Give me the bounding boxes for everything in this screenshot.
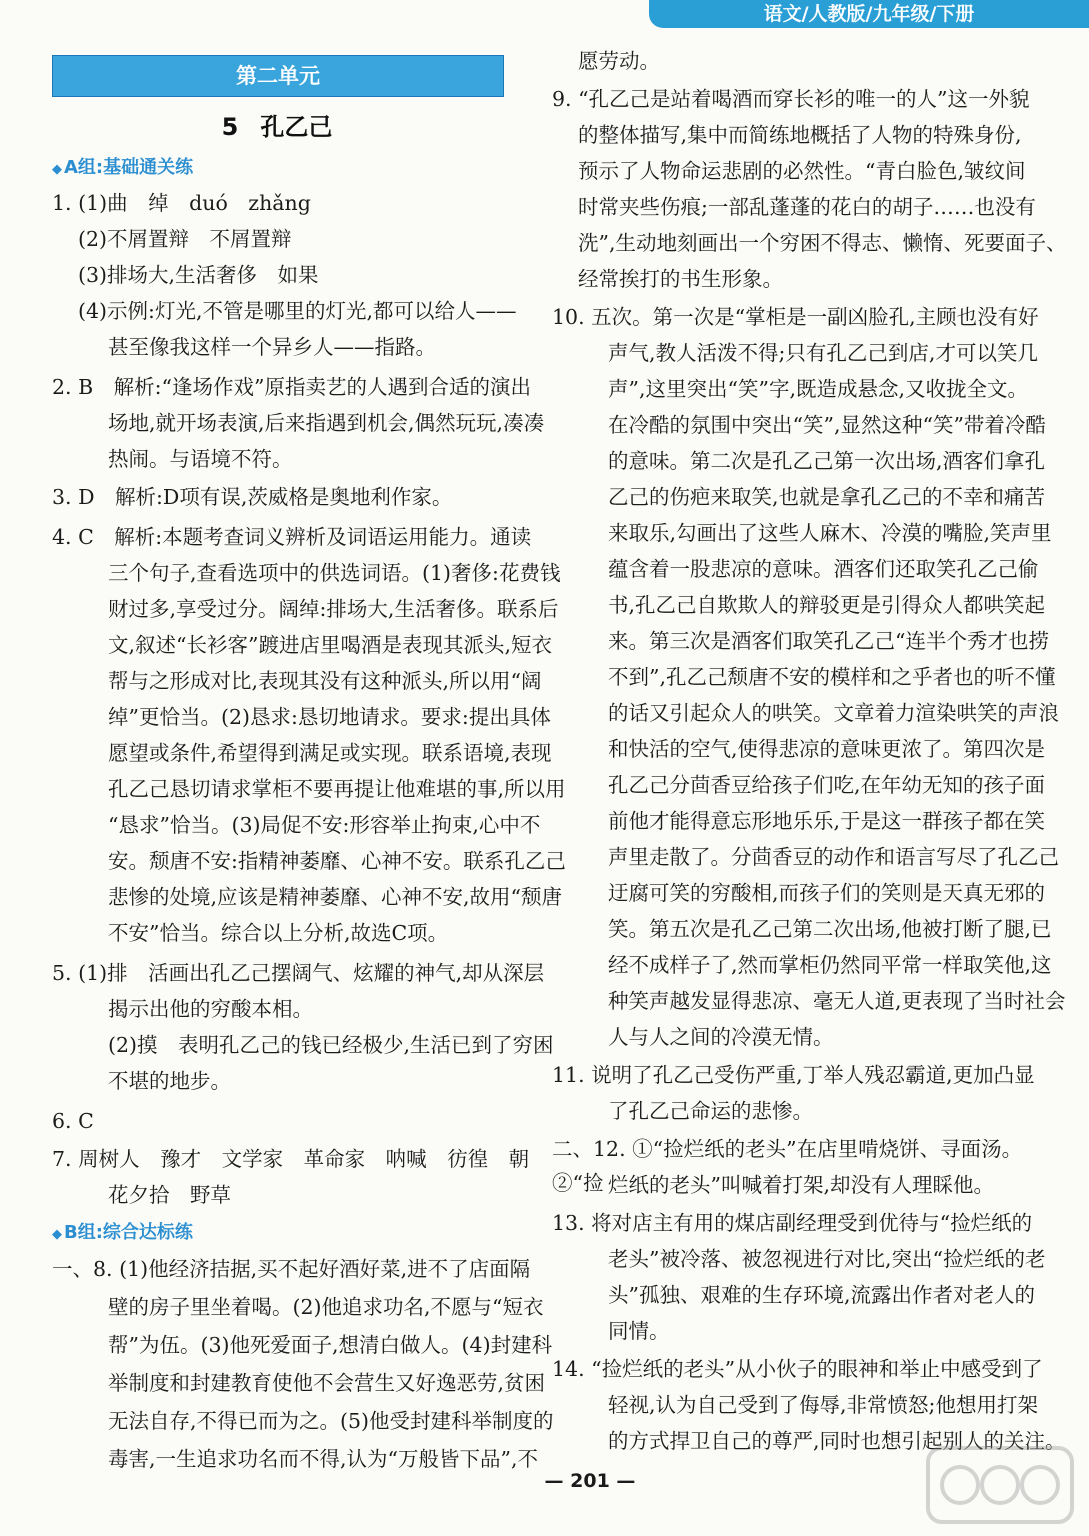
answer-line: 人与人之间的冷漠无情。	[608, 1025, 834, 1049]
answer-line: 笑。第五次是孔乙己第二次出场,他被打断了腿,已	[608, 917, 1052, 941]
answer-line: 7. 周树人 豫才 文学家 革命家 呐喊 彷徨 朝	[52, 1147, 530, 1171]
answer-line: 悲惨的处境,应该是精神萎靡、心神不安,故用“颓唐	[108, 885, 563, 909]
answer-line: 愿劳动。	[578, 49, 660, 73]
answer-line: 13. 将对店主有用的煤店副经理受到优待与“捡烂纸的	[552, 1211, 1033, 1235]
answer-line: 2. B 解析:“逢场作戏”原指卖艺的人遇到合适的演出	[52, 375, 532, 399]
header-tab: 语文/人教版/九年级/下册	[649, 0, 1089, 28]
answer-line: 6. C	[52, 1109, 94, 1133]
answer-line: 壁的房子里坐着喝。(2)他追求功名,不愿与“短衣	[108, 1295, 544, 1319]
group-a-label: A组:基础通关练	[64, 157, 194, 178]
answer-line: 烂纸的老头”叫喊着打架,却没有人理睬他。	[608, 1173, 994, 1197]
answer-line: 经常挨打的书生形象。	[578, 267, 783, 291]
answer-line: 花夕拾 野草	[108, 1183, 231, 1207]
answer-line: 乙己的伤疤来取笑,也就是拿孔乙己的不幸和痛苦	[608, 485, 1046, 509]
group-b-heading	[52, 1220, 193, 1248]
answer-line: 10. 五次。第一次是“掌柜是一副凶脸孔,主顾也没有好	[552, 305, 1039, 329]
answer-line: 孔乙己分茴香豆给孩子们吃,在年幼无知的孩子面	[608, 773, 1046, 797]
answer-line: 一、8. (1)他经济拮据,买不起好酒好菜,进不了店面隔	[52, 1257, 531, 1281]
answer-line: 二、12. ①“捡烂纸的老头”在店里啃烧饼、寻面汤。②“捡	[552, 1137, 1023, 1195]
answer-line: 同情。	[608, 1319, 670, 1343]
answer-line: 的意味。第二次是孔乙己第一次出场,酒客们拿孔	[608, 449, 1046, 473]
answer-line: 的话又引起众人的哄笑。文章着力渲染哄笑的声浪	[608, 701, 1059, 725]
answer-line: 甚至像我这样一个异乡人——指路。	[108, 335, 436, 359]
answer-line: 书,孔乙己自欺欺人的辩驳更是引得众人都哄笑起	[608, 593, 1046, 617]
diamond-icon: ◆	[52, 162, 62, 177]
answer-line: “恳求”恰当。(3)局促不安:形容举止拘束,心中不	[108, 813, 541, 837]
answer-line: 时常夹些伤痕;一部乱蓬蓬的花白的胡子……也没有	[578, 195, 1036, 219]
page-number: — 201 —	[544, 1470, 636, 1492]
answer-line: 揭示出他的穷酸本相。	[108, 997, 313, 1021]
answer-line: 和快活的空气,使得悲凉的意味更浓了。第四次是	[608, 737, 1046, 761]
group-b-label: B组:综合达标练	[64, 1222, 193, 1243]
answer-line: 帮”为伍。(3)他死爱面子,想清白做人。(4)封建科	[108, 1333, 553, 1357]
answer-line: (2)摸 表明孔乙己的钱已经极少,生活已到了穷困	[108, 1033, 554, 1057]
answer-line: 头”孤独、艰难的生存环境,流露出作者对老人的	[608, 1283, 1035, 1307]
answer-line: 种笑声越发显得悲凉、毫无人道,更表现了当时社会	[608, 989, 1066, 1013]
answer-line: 安。颓唐不安:指精神萎靡、心神不安。联系孔乙己	[108, 849, 566, 873]
watermark-logo-icon	[920, 1440, 1080, 1530]
answer-line: 热闹。与语境不符。	[108, 447, 293, 471]
diamond-icon: ◆	[52, 1227, 62, 1242]
answer-line: (2)不屑置辩 不屑置辩	[78, 227, 292, 251]
answer-line: 绰”更恰当。(2)恳求:恳切地请求。要求:提出具体	[108, 705, 551, 729]
answer-line: 轻视,认为自己受到了侮辱,非常愤怒;他想用打架	[608, 1393, 1038, 1417]
answer-line: 毒害,一生追求功名而不得,认为“万般皆下品”,不	[108, 1447, 539, 1471]
answer-line: 孔乙己恳切请求掌柜不要再提让他难堪的事,所以用	[108, 777, 566, 801]
answer-line: 声”,这里突出“笑”字,既造成悬念,又收拢全文。	[608, 377, 1028, 401]
answer-line: 不堪的地步。	[108, 1069, 231, 1093]
answer-line: 三个句子,查看选项中的供选词语。(1)奢侈:花费钱	[108, 561, 561, 585]
answer-line: 声里走散了。分茴香豆的动作和语言写尽了孔乙己	[608, 845, 1059, 869]
answer-line: 1. (1)曲 绰 duó zhǎng	[52, 191, 311, 215]
answer-line: 4. C 解析:本题考查词义辨析及词语运用能力。通读	[52, 525, 532, 549]
answer-line: 的方式捍卫自己的尊严,同时也想引起别人的关注。	[608, 1429, 1066, 1453]
answer-line: 14. “捡烂纸的老头”从小伙子的眼神和举止中感受到了	[552, 1357, 1043, 1381]
answer-line: 愿望或条件,希望得到满足或实现。联系语境,表现	[108, 741, 552, 765]
answer-line: 老头”被冷落、被忽视进行对比,突出“捡烂纸的老	[608, 1247, 1046, 1271]
answer-line: 的整体描写,集中而简练地概括了人物的特殊身份,	[578, 123, 1022, 147]
group-a-heading	[52, 155, 193, 183]
answer-line: 蕴含着一股悲凉的意味。酒客们还取笑孔乙己偷	[608, 557, 1039, 581]
lesson-name: 孔乙己	[260, 113, 333, 141]
answer-line: 前他才能得意忘形地乐乐,于是这一群孩子都在笑	[608, 809, 1046, 833]
answer-line: 来。第三次是酒客们取笑孔乙己“连半个秀才也捞	[608, 629, 1049, 653]
answer-line: 9. “孔乙己是站着喝酒而穿长衫的唯一的人”这一外貌	[552, 87, 1030, 111]
answer-line: 帮与之形成对比,表现其没有这种派头,所以用“阔	[108, 669, 542, 693]
answer-line: 了孔乙己命运的悲惨。	[608, 1099, 813, 1123]
answer-line: 3. D 解析:D项有误,茨威格是奥地利作家。	[52, 485, 453, 509]
answer-line: 预示了人物命运悲剧的必然性。“青白脸色,皱纹间	[578, 159, 1026, 183]
lesson-title	[52, 107, 502, 142]
answer-line: 文,叙述“长衫客”踱进店里喝酒是表现其派头,短衣	[108, 633, 552, 657]
answer-line: 11. 说明了孔乙己受伤严重,丁举人残忍霸道,更加凸显	[552, 1063, 1035, 1087]
answer-line: 洗”,生动地刻画出一个穷困不得志、懒惰、死要面子、	[578, 231, 1067, 255]
lesson-number: 5	[221, 113, 239, 141]
answer-line: 不安”恰当。综合以上分析,故选C项。	[108, 921, 449, 945]
answer-line: 财过多,享受过分。阔绰:排场大,生活奢侈。联系后	[108, 597, 559, 621]
answer-line: 无法自存,不得已而为之。(5)他受封建科举制度的	[108, 1409, 554, 1433]
answer-line: 经不成样子了,然而掌柜仍然同平常一样取笑他,这	[608, 953, 1052, 977]
unit-banner: 第二单元	[52, 55, 504, 97]
answer-line: (4)示例:灯光,不管是哪里的灯光,都可以给人——	[78, 299, 517, 323]
answer-line: 不到”,孔乙己颓唐不安的模样和之乎者也的听不懂	[608, 665, 1056, 689]
answer-line: 来取乐,勾画出了这些人麻木、冷漠的嘴脸,笑声里	[608, 521, 1052, 545]
answer-line: 在冷酷的氛围中突出“笑”,显然这种“笑”带着冷酷	[608, 413, 1046, 437]
answer-line: 声气,教人活泼不得;只有孔乙己到店,才可以笑几	[608, 341, 1038, 365]
answer-line: (3)排场大,生活奢侈 如果	[78, 263, 319, 287]
answer-line: 场地,就开场表演,后来指遇到机会,偶然玩玩,凑凑	[108, 411, 545, 435]
answer-line: 举制度和封建教育使他不会营生又好逸恶劳,贫困	[108, 1371, 546, 1395]
answer-line: 5. (1)排 活画出孔乙己摆阔气、炫耀的神气,却从深层	[52, 961, 545, 985]
answer-line: 迂腐可笑的穷酸相,而孩子们的笑则是天真无邪的	[608, 881, 1046, 905]
